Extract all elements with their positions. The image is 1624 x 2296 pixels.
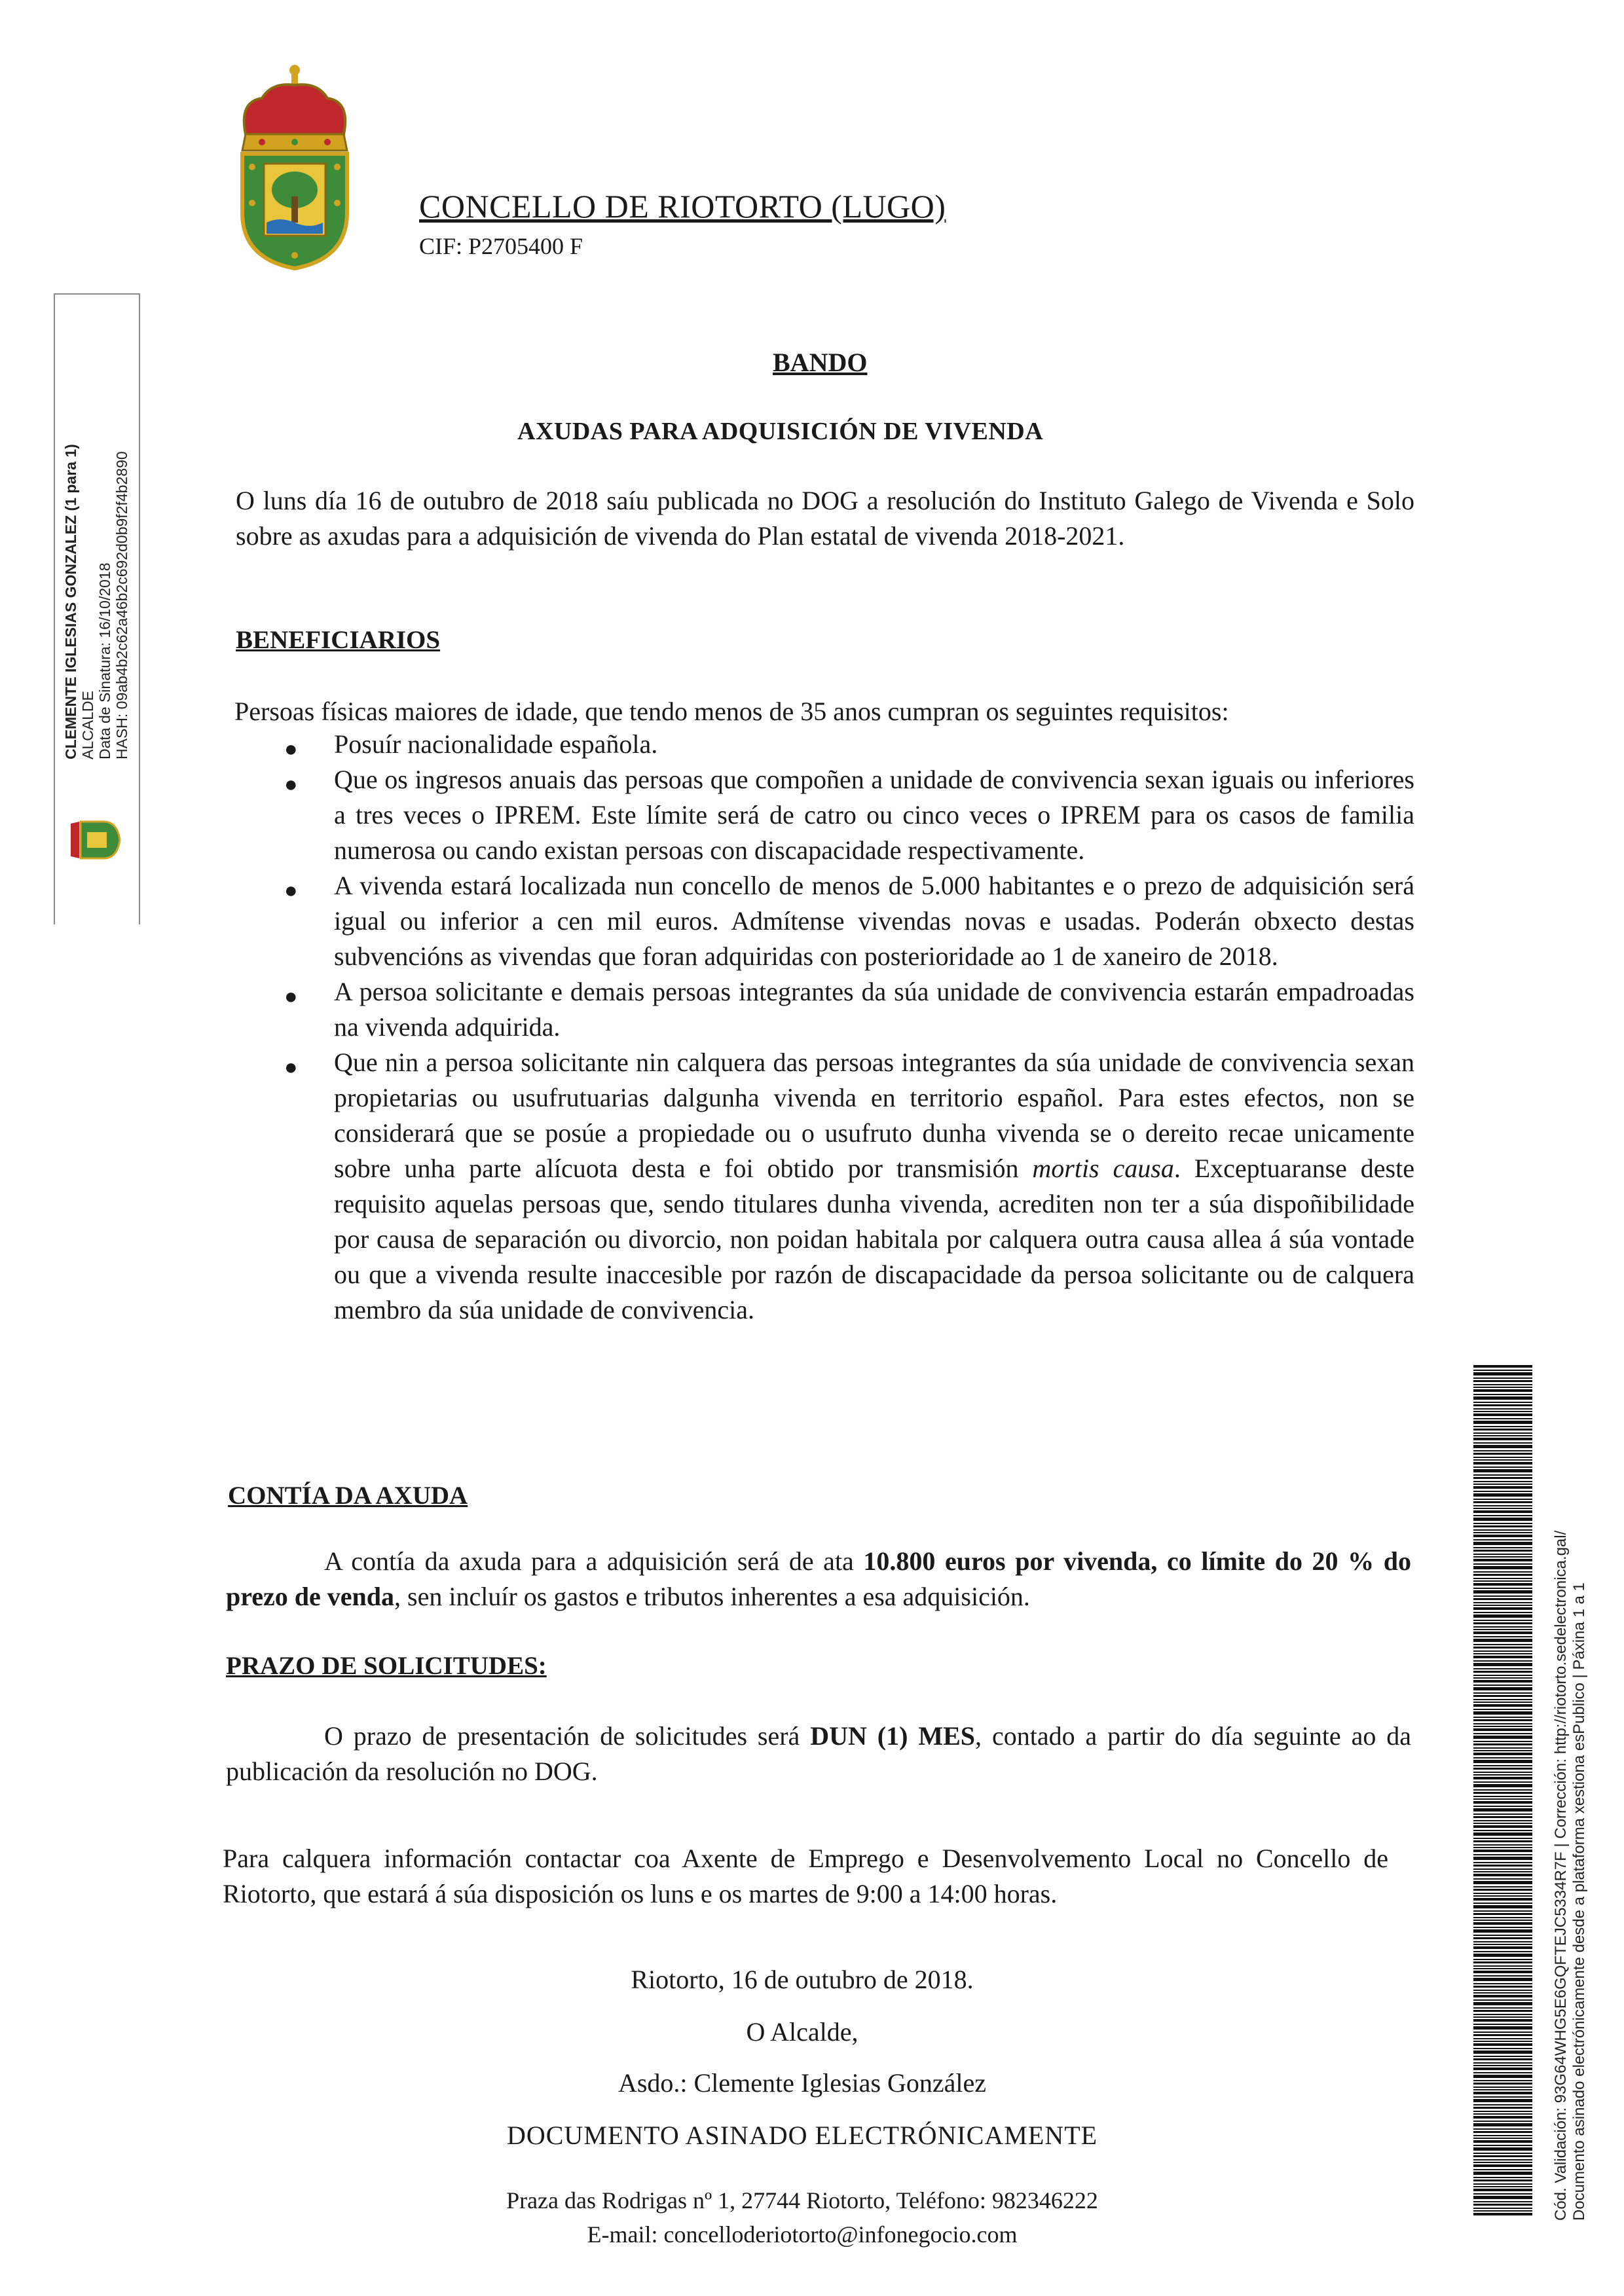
prazo-heading: PRAZO DE SOLICITUDES:	[226, 1652, 547, 1680]
cif-number: CIF: P2705400 F	[419, 233, 583, 259]
list-item: ● A persoa solicitante e demais persoas integrantes da súa unidade de convivencia estarán empadroadas na vivenda adquirida.	[284, 977, 1414, 1042]
municipal-crest-logo	[232, 62, 357, 272]
info-paragraph: Para calquera información contactar coa Axente de Emprego e Desenvolvemento Local no Concello de Riotorto, que estará á súa disposición os luns e os martes de 9:00 a 14:00 horas.	[223, 1844, 1388, 1908]
list-item: ● Que os ingresos anuais das persoas que compoñen a unidade de convivencia sexan iguais ou inferiores a tres veces o IPREM. Este límite será de catro ou cinco veces o IPREM para os casos de familia numerosa ou cando existan persoas con discapacidade respectivamente.	[284, 765, 1414, 865]
bullet-icon: ●	[284, 773, 298, 797]
list-item: ● A vivenda estará localizada nun concello de menos de 5.000 habitantes e o prezo de adquisición será igual ou inferior a cen mil euros. Admítense vivendas novas e usadas. Poderán obxecto destas subvencións as vivendas que foran adquiridas con posterioridade ao 1 de xaneiro de 2018.	[284, 871, 1414, 971]
signature-stamp	[62, 301, 130, 759]
closing-role: O Alcalde,	[746, 2017, 858, 2047]
validation-line: Documento asinado electrónicamente desde a plataforma xestiona esPublico | Páxina 1 a 1	[1570, 1582, 1588, 2221]
stamp-date: Data de Sinatura: 16/10/2018	[96, 562, 113, 759]
bullet-icon: ●	[284, 879, 298, 903]
bullet-icon: ●	[284, 1055, 298, 1080]
intro-paragraph: O luns día 16 de outubro de 2018 saíu publicada no DOG a resolución do Instituto Galego de Vivenda e Solo sobre as axudas para a adquisición de vivenda do Plan estatal de vivenda 2018-2021.	[236, 486, 1414, 551]
footer-address: Praza das Rodrigas nº 1, 27744 Riotorto, Teléfono: 982346222	[506, 2187, 1098, 2214]
organization-title: CONCELLO DE RIOTORTO (LUGO)	[419, 188, 946, 225]
footer-email: E-mail: concelloderiotorto@infonegocio.com	[587, 2221, 1018, 2248]
bando-title: BANDO	[773, 348, 868, 377]
electronic-signature-note: DOCUMENTO ASINADO ELECTRÓNICAMENTE	[506, 2121, 1098, 2150]
validation-barcode	[1473, 1365, 1532, 2216]
closing-signature: Asdo.: Clemente Iglesias González	[618, 2068, 987, 2098]
subject-title: AXUDAS PARA ADQUISICIÓN DE VIVENDA	[517, 418, 1044, 445]
bullet-icon: ●	[284, 737, 298, 761]
contia-paragraph: A contía da axuda para a adquisición será de ata 10.800 euros por vivenda, co límite do 20 % do prezo de venda, sen incluír os gastos e tributos inherentes a esa adquisición.	[226, 1546, 1411, 1611]
beneficiarios-lead: Persoas físicas maiores de idade, que tendo menos de 35 anos cumpran os seguintes requisitos:	[234, 697, 1229, 726]
list-item: ● Posuír nacionalidade española.	[282, 727, 1414, 762]
validation-line: Cód. Validación: 93G64WHG5E6GQFTEJC5334R7F | Corrección: http://riotorto.sedelectronica.gal/	[1552, 1530, 1570, 2221]
contia-heading: CONTÍA DA AXUDA	[228, 1482, 468, 1510]
stamp-signer: CLEMENTE IGLESIAS GONZALEZ (1 para 1)	[62, 444, 79, 759]
stamp-hash: HASH: 09ab4b2c62a46b2c692d0b9f2f4b2890	[113, 451, 130, 759]
validation-code	[1552, 1461, 1589, 2221]
closing-date: Riotorto, 16 de outubro de 2018.	[631, 1965, 974, 1994]
stamp-crest-icon	[64, 817, 130, 863]
prazo-paragraph: O prazo de presentación de solicitudes será DUN (1) MES, contado a partir do día seguinte ao da publicación da resolución no DOG.	[226, 1721, 1412, 1786]
stamp-role: ALCALDE	[79, 691, 96, 759]
list-item: ● Que nin a persoa solicitante nin calquera das persoas integrantes da súa unidade de convivencia sexan propietarias ou usufrutuarias dalgunha vivenda en territorio español. Para estes efectos, non se considerará que se posúe a propiedade ou o usufruto dunha vivenda se o dereito recae unicamente sobre unha parte alícuota desta e foi obtido por transmisión mortis causa. Exceptuaranse deste requisito aquelas persoas que, sendo titulares dunha vivenda, acrediten non ter a súa dispoñibilidade por causa de separación ou divorcio, non poidan habitala por calquera outra causa allea á súa vontade ou que a vivenda resulte inaccesible por razón de discapacidade da persoa solicitante ou de calquera membro da súa unidade de convivencia.	[284, 1048, 1414, 1324]
bullet-icon: ●	[284, 985, 298, 1009]
requirements-list	[282, 727, 1414, 1328]
beneficiarios-heading: BENEFICIARIOS	[236, 626, 441, 654]
